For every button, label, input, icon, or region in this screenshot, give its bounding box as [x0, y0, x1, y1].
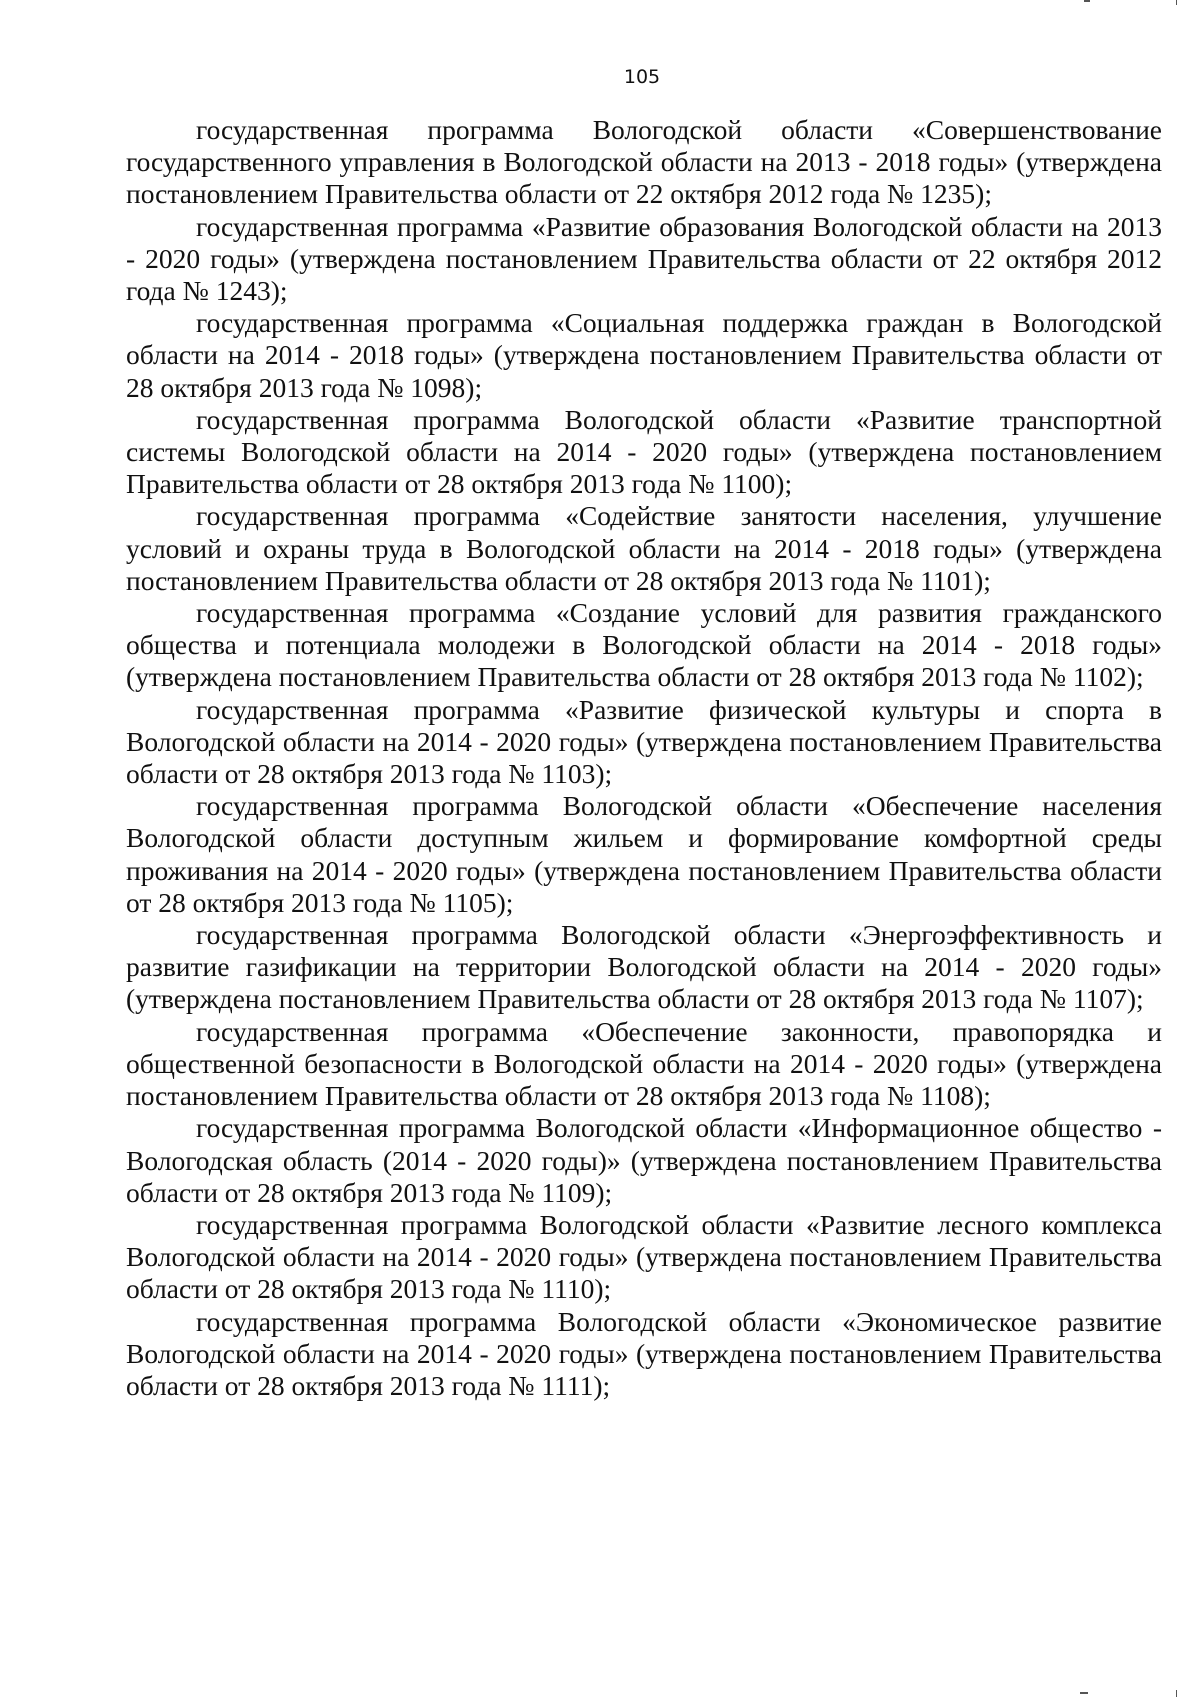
paragraph-program-1102: государственная программа «Создание условий для развития гражданского общества и потенциала молодежи в Вологодской области на 2014 - 2018 годы» (утверждена постановлением Правительства области от 28 октября 2013 года № 1102);: [126, 597, 1162, 693]
scan-mark-bottom-right: [1176, 1690, 1177, 1697]
paragraph-program-1111: государственная программа Вологодской области «Экономическое развитие Вологодской области на 2014 - 2020 годы» (утверждена постановлением Правительства области от 28 октября 2013 года № 1111);: [126, 1305, 1162, 1401]
paragraph-program-1243: государственная программа «Развитие образования Вологодской области на 2013 - 2020 годы» (утверждена постановлением Правительства области от 22 октября 2012 года № 1243);: [126, 210, 1162, 307]
paragraph-program-1103: государственная программа «Развитие физической культуры и спорта в Вологодской области на 2014 - 2020 годы» (утверждена постановлением Правительства области от 28 октября 2013 года № 1103);: [126, 693, 1162, 790]
paragraph-program-1100: государственная программа Вологодской области «Развитие транспортной системы Вологодской области на 2014 - 2020 годы» (утверждена постановлением Правительства области от 28 октября 2013 года № 1100);: [126, 403, 1162, 500]
scan-mark-top-right-small: [1084, 0, 1090, 2]
scan-mark-bottom-right-small: [1080, 1692, 1088, 1694]
paragraph-program-1110: государственная программа Вологодской области «Развитие лесного комплекса Вологодской области на 2014 - 2020 годы» (утверждена постановлением Правительства области от 28 октября 2013 года № 1110);: [126, 1208, 1162, 1305]
paragraph-program-1098: государственная программа «Социальная поддержка граждан в Вологодской области на 2014 - 2018 годы» (утверждена постановлением Правительства области от 28 октября 2013 года № 1098);: [126, 307, 1162, 403]
paragraph-program-1107: государственная программа Вологодской области «Энергоэффективность и развитие газификации на территории Вологодской области на 2014 - 2020 годы» (утверждена постановлением Правительства области от 28 октября 2013 года № 1107);: [126, 919, 1162, 1015]
document-body: [126, 114, 1162, 1402]
scan-mark-top-right: [1176, 0, 1177, 5]
page-number: 105: [623, 66, 661, 88]
paragraph-program-1105: государственная программа Вологодской области «Обеспечение населения Вологодской области доступным жильем и формирование комфортной среды проживания на 2014 - 2020 годы» (утверждена постановлением Правительства области от 28 октября 2013 года № 1105);: [126, 790, 1162, 918]
paragraph-program-1108: государственная программа «Обеспечение законности, правопорядка и общественной безопасности в Вологодской области на 2014 - 2020 годы» (утверждена постановлением Правительства области от 28 октября 2013 года № 1108);: [126, 1015, 1162, 1112]
paragraph-program-1109: государственная программа Вологодской области «Информационное общество - Вологодская область (2014 - 2020 годы)» (утверждена постановлением Правительства области от 28 октября 2013 года № 1109);: [126, 1112, 1162, 1208]
paragraph-program-1235: государственная программа Вологодской области «Совершенствование государственного управления в Вологодской области на 2013 - 2018 годы» (утверждена постановлением Правительства области от 22 октября 2012 года № 1235);: [126, 114, 1162, 210]
paragraph-program-1101: государственная программа «Содействие занятости населения, улучшение условий и охраны труда в Вологодской области на 2014 - 2018 годы» (утверждена постановлением Правительства области от 28 октября 2013 года № 1101);: [126, 500, 1162, 596]
